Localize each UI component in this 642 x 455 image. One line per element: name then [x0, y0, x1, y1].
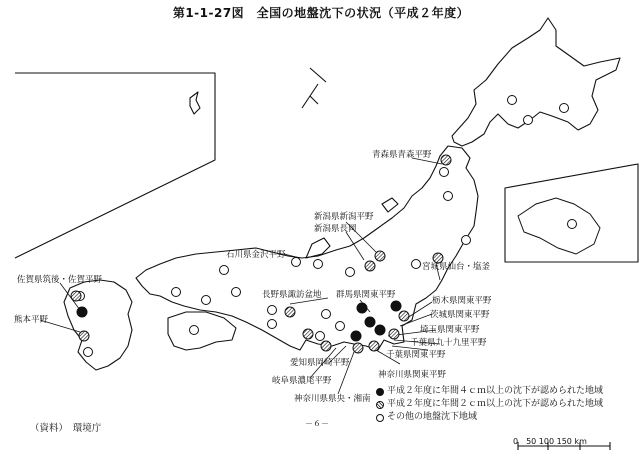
label-saitama: 埼玉県関東平野: [420, 325, 480, 335]
white-site: [346, 268, 355, 277]
label-ibaraki: 茨城県関東平野: [430, 310, 490, 320]
gray-site-aomori: [441, 155, 451, 165]
white-site: [314, 260, 323, 269]
legend: [376, 385, 603, 424]
shikoku-outline: [168, 312, 236, 350]
label-chiba-kanto: 千葉県関東平野: [386, 350, 446, 360]
white-site: [462, 236, 471, 245]
label-saga: 佐賀県筑後・佐賀平野: [17, 275, 103, 285]
gray-site-tochigi: [399, 311, 409, 321]
gray-site-kanagawa: [369, 341, 379, 351]
gray-site-aichi: [321, 341, 331, 351]
white-site: [268, 320, 277, 329]
legend-black-text: 平成２年度に年間４ｃｍ以上の沈下が認められた地域: [387, 386, 604, 396]
label-kumamoto: 熊本平野: [14, 315, 49, 325]
label-gifu: 岐阜県濃尾平野: [272, 376, 332, 386]
label-aomori: 青森県青森平野: [372, 150, 432, 160]
white-site: [84, 348, 93, 357]
north-arrow: [302, 68, 326, 108]
label-kanagawa-kanto: 神奈川県関東平野: [378, 370, 447, 380]
black-site-saga: [77, 307, 87, 317]
okinawa-islands: [190, 92, 200, 114]
black-site-saitama: [365, 317, 375, 327]
white-site: [336, 322, 345, 331]
white-site: [524, 116, 533, 125]
gray-site-saga: [71, 291, 81, 301]
white-site: [440, 168, 449, 177]
black-site-gunma: [357, 303, 367, 313]
white-site: [568, 220, 577, 229]
white-site: [202, 296, 211, 305]
white-site: [322, 310, 331, 319]
hatched-circle-icon: [376, 401, 384, 409]
black-site-chiba-kanto: [375, 325, 385, 335]
white-site: [444, 192, 453, 201]
gray-site-niigata-plain: [375, 251, 385, 261]
scale-label: 0 50 100 150 km: [513, 437, 587, 446]
label-kanagawa-shonan: 神奈川県県央・湘南: [294, 394, 371, 404]
white-site: [508, 96, 517, 105]
source-note: （資料） 環境庁: [30, 423, 102, 434]
white-site: [316, 332, 325, 341]
white-site: [190, 326, 199, 335]
legend-white-text: その他の地盤沈下地域: [387, 412, 478, 422]
legend-row-white: [376, 411, 603, 424]
label-nagano: 長野県諏訪盆地: [262, 290, 322, 300]
legend-gray-text: 平成２年度に年間２ｃｍ以上の沈下が認められた地域: [387, 399, 604, 409]
gray-site-kumamoto: [79, 331, 89, 341]
label-gunma: 群馬県関東平野: [336, 290, 396, 300]
white-site: [268, 306, 277, 315]
white-site: [560, 104, 569, 113]
honshu-outline: [136, 146, 478, 350]
legend-row-black: [376, 385, 603, 398]
label-aichi: 愛知県岡崎平野: [290, 358, 350, 368]
white-site: [412, 260, 421, 269]
label-chiba-kujukuri: 千葉県九十九里平野: [410, 338, 487, 348]
legend-row-gray: [376, 398, 603, 411]
label-niigata-nagaoka: 新潟県長岡: [314, 224, 357, 234]
gray-site-nagano: [285, 307, 295, 317]
white-site: [232, 288, 241, 297]
inset-frame-right: [505, 164, 638, 262]
noto-peninsula: [306, 238, 330, 258]
sado-island: [382, 198, 398, 212]
label-tochigi: 栃木県関東平野: [432, 296, 492, 306]
black-site-ibaraki: [391, 301, 401, 311]
gray-site-shonan: [353, 343, 363, 353]
gray-site-niigata-nagaoka: [365, 261, 375, 271]
okinawa-inset-frame: [15, 73, 215, 258]
gray-site-gifu: [303, 329, 313, 339]
map-title: 第1-1-27図 全国の地盤沈下の状況（平成２年度）: [172, 6, 470, 20]
white-site: [220, 266, 229, 275]
label-miyagi: 宮城県仙台・塩釜: [422, 262, 491, 272]
page-number: －６－: [305, 419, 329, 428]
label-ishikawa: 石川県金沢平野: [226, 250, 286, 260]
black-site-kanagawa-kanto: [351, 331, 361, 341]
hokkaido-outline: [452, 18, 620, 146]
label-niigata-plain: 新潟県新潟平野: [314, 212, 374, 222]
white-site: [172, 288, 181, 297]
black-circle-icon: [376, 388, 384, 396]
white-site: [292, 258, 301, 267]
white-circle-icon: [376, 414, 384, 422]
gray-site-chiba: [389, 329, 399, 339]
